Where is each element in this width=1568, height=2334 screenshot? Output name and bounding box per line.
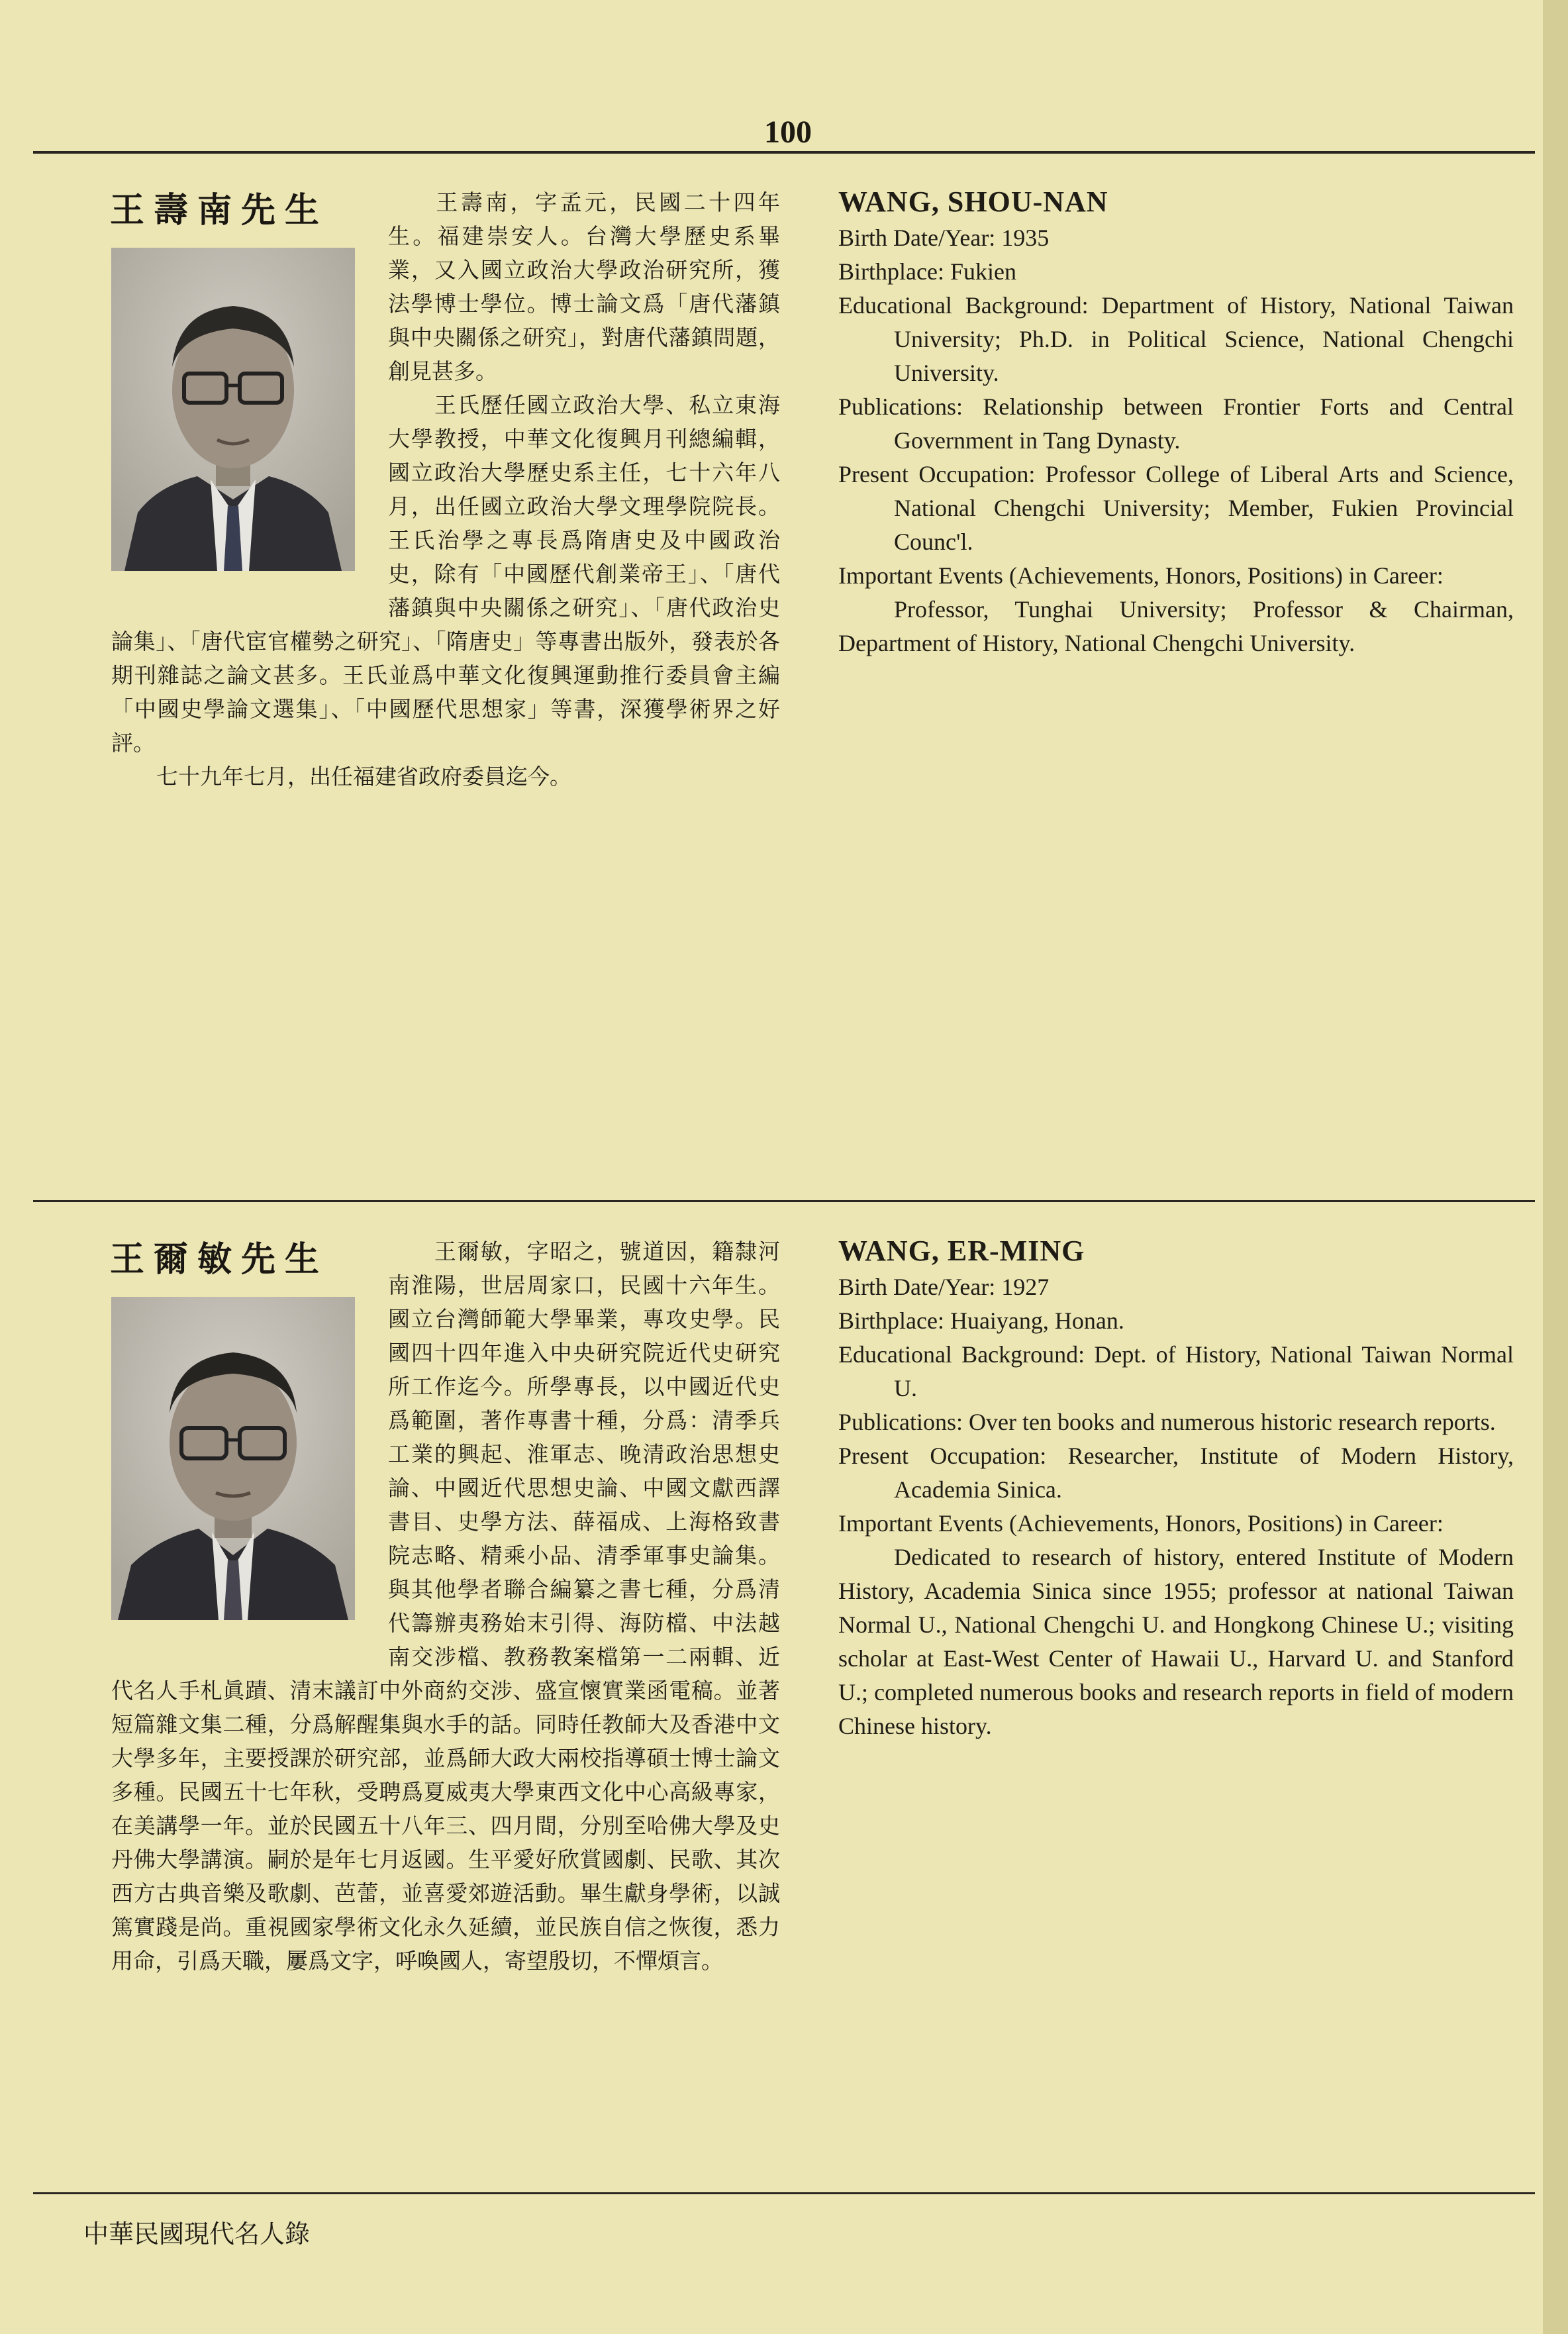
footer-rule — [33, 2192, 1535, 2194]
chinese-name-heading: 王壽南先生 — [110, 191, 329, 230]
english-name: WANG, SHOU-NAN — [838, 185, 1108, 218]
bio-paragraph: 七十九年七月，出任福建省政府委員迄今。 — [156, 764, 571, 789]
bio-paragraph: 王壽南，字孟元，民國二十四年生。福建崇安人。台灣大學歷史系畢業，又入國立政治大學政治研究所，獲法學博士學位。博士論文爲「唐代藩鎮與中央關係之研究」，對唐代藩鎮問題，創見甚多。 — [388, 189, 780, 384]
english-name: WANG, ER-MING — [838, 1235, 1085, 1267]
education: Educational Background: Department of History, National Taiwan University; Ph.D. in Political Science, National Chengchi University. — [838, 292, 1514, 386]
publications: Publications: Relationship between Frontier Forts and Central Government in Tang Dynasty. — [838, 393, 1514, 454]
occupation: Present Occupation: Professor College of Liberal Arts and Science, National Chengchi University; Member, Fukien Provincial Counc'l. — [838, 461, 1514, 555]
birthplace: Birthplace: Huaiyang, Honan. — [838, 1307, 1124, 1334]
book-title-footer: 中華民國現代名人錄 — [83, 2219, 311, 2249]
page-number: 100 — [764, 115, 812, 150]
events-body: Dedicated to research of history, entered Institute of Modern History, Academia Sinica since 1955; professor at national Taiwan Normal U., National Chengchi U. and Hongkong Chinese U.; visiting scholar at East-West Center of Hawaii U., Harvard U. and Stanford U.; completed numerous books and research reports in field of modern Chinese history. — [838, 1544, 1514, 1739]
education: Educational Background: Dept. of History, National Taiwan Normal U. — [838, 1341, 1514, 1401]
events-label: Important Events (Achievements, Honors, Positions) in Career: — [838, 562, 1444, 589]
events-body: Professor, Tunghai University; Professor & Chairman, Department of History, National Chengchi University. — [838, 596, 1514, 656]
english-biography — [838, 1233, 1514, 1743]
header-rule — [33, 151, 1535, 154]
occupation: Present Occupation: Researcher, Institute of Modern History, Academia Sinica. — [838, 1443, 1514, 1503]
section-divider — [33, 1200, 1535, 1202]
birth-date: Birth Date/Year: 1927 — [838, 1274, 1050, 1300]
portrait-photo — [111, 248, 355, 571]
bio-paragraph: 王氏歷任國立政治大學、私立東海大學教授，中華文化復興月刊總編輯，國立政治大學歷史系主任，七十六年八月，出任國立政治大學文理學院院長。王氏治學之專長爲隋唐史及中國政治史，除有「中國歷代創業帝王」、「唐代藩鎮與中央關係之研究」、「唐代政治史論集」、「唐代宦官權勢之研究」、「隋唐史」等專書出版外，發表於各期刊雜誌之論文甚多。王氏並爲中華文化復興運動推行委員會主編「中國史學論文選集」、「中國歷代思想家」等書，深獲學術界之好評。 — [111, 392, 780, 756]
birthplace: Birthplace: Fukien — [838, 258, 1016, 285]
birth-date: Birth Date/Year: 1935 — [838, 225, 1050, 251]
publications: Publications: Over ten books and numerous historic research reports. — [838, 1409, 1496, 1435]
bio-paragraph: 王爾敏，字昭之，號道因，籍隸河南淮陽，世居周家口，民國十六年生。國立台灣師範大學畢業，專攻史學。民國四十四年進入中央研究院近代史研究所工作迄今。所學專長，以中國近代史爲範圍，著作專書十種，分爲：清季兵工業的興起、淮軍志、晚清政治思想史論、中國近代思想史論、中國文獻西譯書目、史學方法、薛福成、上海格致書院志略、精乘小品、清季軍事史論集。與其他學者聯合編纂之書七種，分爲清代籌辦夷務始末引得、海防檔、中法越南交涉檔、教務教案檔第一二兩輯、近代名人手札眞蹟、清末議訂中外商約交涉、盛宣懷實業函電稿。並著短篇雜文集二種，分爲解醒集與水手的話。同時任教師大及香港中文大學多年，主要授課於研究部，並爲師大政大兩校指導碩士博士論文多種。民國五十七年秋，受聘爲夏威夷大學東西文化中心高級專家，在美講學一年。並於民國五十八年三、四月間，分別至哈佛大學及史丹佛大學講演。嗣於是年七月返國。生平愛好欣賞國劇、民歌、其次西方古典音樂及歌劇、芭蕾，並喜愛郊遊活動。畢生獻身學術，以誠篤實踐是尚。重視國家學術文化永久延續，並民族自信之恢復，悉力用命，引爲天職，屢爲文字，呼喚國人，寄望殷切，不憚煩言。 — [111, 1239, 780, 1974]
english-biography — [838, 184, 1514, 660]
chinese-name-heading: 王爾敏先生 — [110, 1240, 329, 1280]
events-label: Important Events (Achievements, Honors, Positions) in Career: — [838, 1510, 1444, 1537]
binding-gutter — [1543, 0, 1568, 2334]
portrait-photo — [111, 1297, 355, 1620]
